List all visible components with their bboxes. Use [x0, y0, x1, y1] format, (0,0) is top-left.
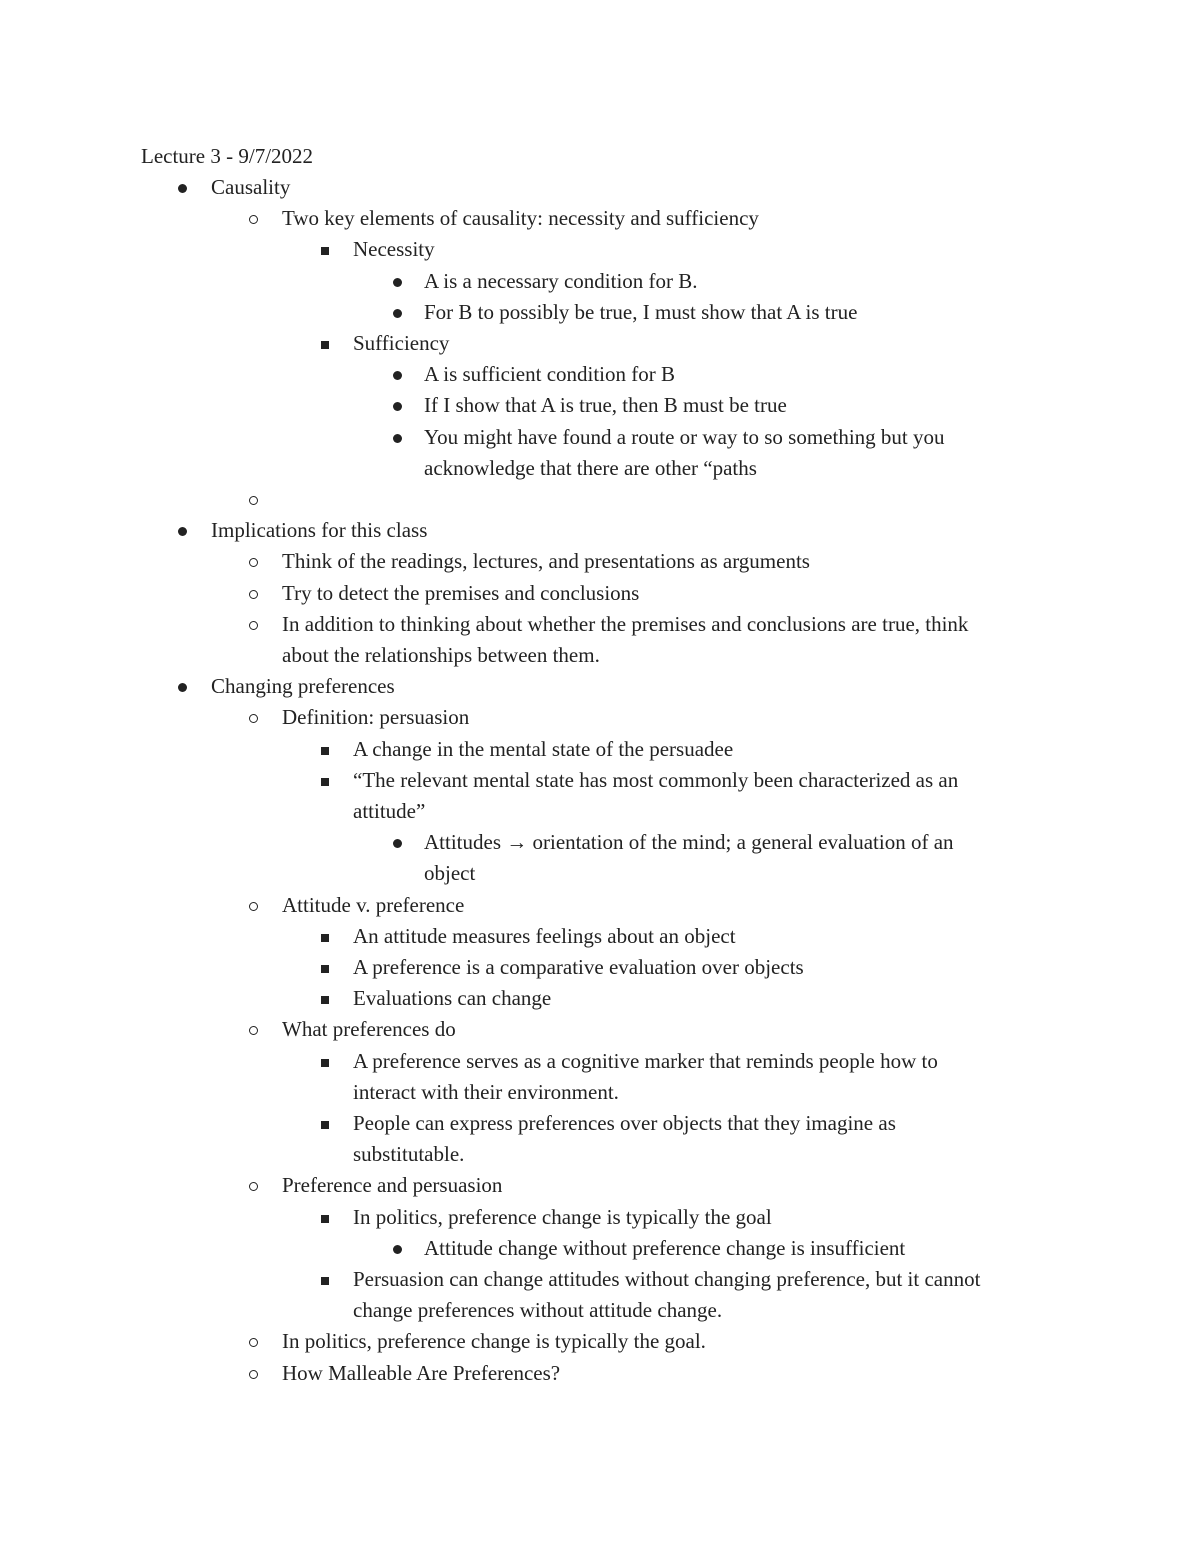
- list-item-text: Changing preferences: [211, 674, 395, 699]
- bullet-square-icon: [321, 965, 329, 973]
- page-title: Lecture 3 - 9/7/2022: [141, 144, 314, 168]
- list-item: [353, 734, 733, 765]
- bullet-dot-icon: [178, 184, 187, 193]
- list-item: [424, 266, 698, 297]
- list-item-text: An attitude measures feelings about an object: [353, 923, 736, 948]
- list-item-text: Persuasion can change attitudes without changing preference, but it cannot: [353, 1267, 981, 1291]
- bullet-dot-icon: [393, 278, 402, 287]
- bullet-dot-icon: [393, 434, 402, 443]
- list-item-text: A is sufficient condition for B: [424, 362, 676, 387]
- list-item-text: Sufficiency: [353, 331, 450, 355]
- bullet-square-icon: [321, 341, 329, 349]
- bullet-circle-icon: [249, 1182, 258, 1191]
- list-item-text: Necessity: [353, 237, 435, 262]
- list-item: [282, 1326, 706, 1357]
- list-item-text: How Malleable Are Preferences?: [282, 1360, 561, 1385]
- bullet-circle-icon: [249, 496, 258, 505]
- list-item-text: Definition: persuasion: [282, 705, 470, 730]
- list-item-text: Attitude v. preference: [282, 892, 465, 917]
- list-item-text: You might have found a route or way to so something but you: [424, 424, 945, 449]
- list-item: [282, 702, 469, 733]
- list-item-text: attitude”: [353, 799, 426, 823]
- list-item-text: Two key elements of causality: necessity and sufficiency: [282, 206, 759, 231]
- list-item: [282, 609, 968, 671]
- list-item-text: In politics, preference change is typically the goal.: [282, 1329, 706, 1354]
- bullet-circle-icon: [249, 1026, 258, 1035]
- list-item-text: Think of the readings, lectures, and presentations as arguments: [282, 549, 810, 574]
- list-item-text: A is a necessary condition for B.: [424, 268, 698, 293]
- list-item: [353, 952, 804, 983]
- bullet-square-icon: [321, 996, 329, 1004]
- list-item-text: What preferences do: [282, 1017, 456, 1042]
- list-item: [353, 234, 435, 265]
- bullet-dot-icon: [393, 839, 402, 848]
- list-item-text: substitutable.: [353, 1142, 465, 1167]
- list-item: [353, 1046, 938, 1108]
- bullet-square-icon: [321, 1059, 329, 1067]
- list-item: [353, 921, 736, 952]
- list-item: [424, 390, 787, 421]
- bullet-square-icon: [321, 247, 329, 255]
- bullet-dot-icon: [393, 402, 402, 411]
- list-item: [282, 1358, 560, 1389]
- bullet-square-icon: [321, 747, 329, 755]
- bullet-square-icon: [321, 778, 329, 786]
- list-item: [424, 297, 857, 328]
- list-item: [353, 1264, 980, 1326]
- bullet-square-icon: [321, 1277, 329, 1285]
- bullet-circle-icon: [249, 215, 258, 224]
- bullet-circle-icon: [249, 714, 258, 723]
- list-item-text: object: [424, 861, 476, 886]
- list-item: [282, 546, 810, 577]
- bullet-dot-icon: [178, 527, 187, 536]
- list-item: [353, 983, 551, 1014]
- list-item-text: “The relevant mental state has most commonly been characterized as an: [353, 767, 959, 792]
- list-item-text: acknowledge that there are other “paths: [424, 455, 757, 480]
- list-item-text: Attitudes → orientation of the mind; a general evaluation of an: [424, 830, 954, 855]
- list-item: [282, 203, 759, 234]
- list-item-text: In addition to thinking about whether the premises and conclusions are true, think: [282, 611, 969, 636]
- list-item: [424, 359, 675, 390]
- list-item-text: about the relationships between them.: [282, 643, 600, 667]
- list-item: [211, 515, 427, 546]
- list-item-text: Try to detect the premises and conclusions: [282, 580, 640, 605]
- bullet-circle-icon: [249, 1370, 258, 1379]
- list-item-text: Causality: [211, 175, 291, 199]
- list-item-text: Evaluations can change: [353, 986, 552, 1011]
- list-item: [282, 484, 287, 515]
- bullet-circle-icon: [249, 621, 258, 630]
- list-item-text: If I show that A is true, then B must be true: [424, 393, 787, 418]
- list-item: [424, 827, 954, 889]
- list-item-text: A preference is a comparative evaluation over objects: [353, 955, 804, 979]
- bullet-square-icon: [321, 1215, 329, 1223]
- list-item: [424, 422, 945, 484]
- list-item: [353, 1108, 896, 1170]
- list-item: [282, 1170, 502, 1201]
- list-item-text: A preference serves as a cognitive marker that reminds people how to: [353, 1048, 938, 1073]
- list-item-text: A change in the mental state of the persuadee: [353, 736, 734, 761]
- bullet-circle-icon: [249, 1338, 258, 1347]
- list-item-text: [282, 484, 287, 515]
- list-item: [424, 1233, 905, 1264]
- list-item-text: change preferences without attitude change.: [353, 1298, 723, 1323]
- bullet-square-icon: [321, 934, 329, 942]
- list-item-text: For B to possibly be true, I must show that A is true: [424, 299, 858, 324]
- list-item: [353, 765, 958, 827]
- bullet-dot-icon: [178, 683, 187, 692]
- list-item: [211, 671, 395, 702]
- list-item-text: People can express preferences over objects that they imagine as: [353, 1111, 896, 1135]
- bullet-dot-icon: [393, 1245, 402, 1254]
- bullet-square-icon: [321, 1121, 329, 1129]
- list-item: [282, 890, 464, 921]
- list-item-text: Attitude change without preference change is insufficient: [424, 1235, 906, 1260]
- list-item-text: Preference and persuasion: [282, 1173, 503, 1198]
- list-item-text: In politics, preference change is typically the goal: [353, 1204, 772, 1229]
- list-item: [353, 1202, 772, 1233]
- list-item-text: Implications for this class: [211, 518, 428, 543]
- bullet-dot-icon: [393, 309, 402, 318]
- list-item: [353, 328, 449, 359]
- list-item: [282, 1014, 456, 1045]
- bullet-circle-icon: [249, 558, 258, 567]
- bullet-circle-icon: [249, 590, 258, 599]
- list-item: [211, 172, 290, 203]
- list-item: [282, 578, 639, 609]
- bullet-circle-icon: [249, 902, 258, 911]
- bullet-dot-icon: [393, 371, 402, 380]
- list-item-text: interact with their environment.: [353, 1079, 619, 1104]
